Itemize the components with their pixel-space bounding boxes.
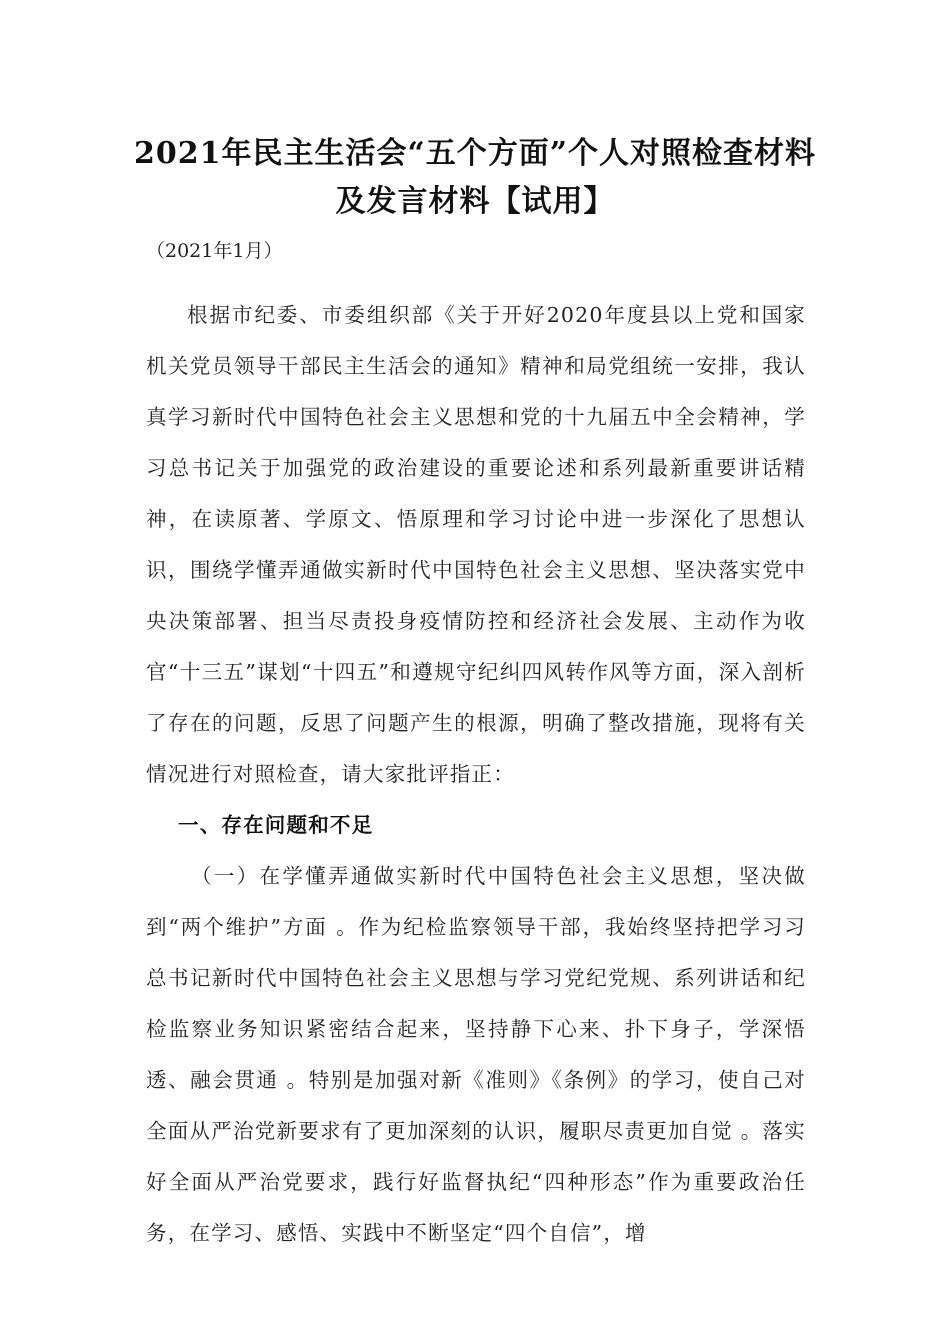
section-heading: 一、存在问题和不足 xyxy=(178,813,374,837)
document-body xyxy=(146,290,806,1259)
document-title-line-1: 2021年民主生活会“五个方面”个人对照检查材料 xyxy=(133,136,816,171)
document-title-line-2: 及发言材料【试用】 xyxy=(335,184,615,219)
intro-paragraph: 根据市纪委、市委组织部《关于开好2020年度县以上党和国家机关党员领导干部民主生活会的通知》精神和局党组统一安排，我认真学习新时代中国特色社会主义思想和党的十九届五中全会精神，学习总书记关于加强党的政治建设的重要论述和系列最新重要讲话精神，在读原著、学原文、悟原理和学习讨论中进一步深化了思想认识，围绕学懂弄通做实新时代中国特色社会主义思想、坚决落实党中央决策部署、担当尽责投身疫情防控和经济社会发展、主动作为收官“十三五”谋划“十四五”和遵规守纪纠四风转作风等方面，深入剖析了存在的问题，反思了问题产生的根源，明确了整改措施，现将有关情况进行对照检查，请大家批评指正： xyxy=(146,303,806,786)
section-paragraph: （一）在学懂弄通做实新时代中国特色社会主义思想，坚决做到“两个维护”方面 。作为纪检监察领导干部，我始终坚持把学习习总书记新时代中国特色社会主义思想与学习党纪党规、系列讲话和纪检监察业务知识紧密结合起来，坚持静下心来、扑下身子，学深悟透、融会贯通 。特别是加强对新《准则》《条例》的学习，使自己对全面从严治党新要求有了更加深刻的认识，履职尽责更加自觉 。落实好全面从严治党要求，践行好监督执纪“四种形态”作为重要政治任务，在学习、感悟、实践中不断坚定“四个自信”，增 xyxy=(146,864,806,1245)
document-date: （2021年1月） xyxy=(146,240,283,262)
